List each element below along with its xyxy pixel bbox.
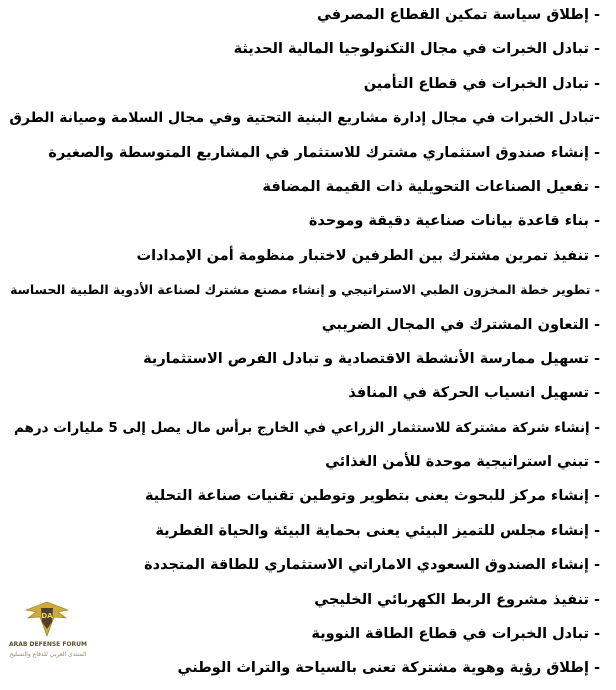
- list-item: - إنشاء مركز للبحوث يعنى بتطوير وتوطين تقنيات صناعة التحلية: [145, 488, 600, 505]
- list-item: - التعاون المشترك في المجال الضريبي: [321, 316, 600, 333]
- list-item: - إطلاق رؤية وهوية مشتركة تعنى بالسياحة والتراث الوطني: [177, 660, 600, 677]
- watermark-logo: [2, 596, 94, 668]
- list-item: - إنشاء شركة مشتركة للاستثمار الزراعي في الخارج برأس مال يصل إلى 5 مليارات درهم: [13, 419, 600, 436]
- eagle-emblem-icon: [24, 596, 70, 640]
- list-item: -تبادل الخبرات في مجال إدارة مشاريع البنية التحتية وفي مجال السلامة وصيانة الطرق: [9, 110, 600, 127]
- list-item: - تبني استراتيجية موحدة للأمن الغذائي: [325, 454, 600, 471]
- list-item: - إطلاق سياسة تمكين القطاع المصرفي: [316, 7, 600, 23]
- list-item: - إنشاء مجلس للتميز البيئي يعنى بحماية البيئة والحياة الفطرية: [155, 522, 600, 539]
- list-item: - تسهيل انسياب الحركة في المنافذ: [348, 385, 600, 402]
- list-item: - تبادل الخبرات في قطاع التأمين: [363, 75, 600, 92]
- list-item: - تفعيل الصناعات التحويلية ذات القيمة المضافة: [262, 178, 600, 195]
- list-item: - إنشاء صندوق استثماري مشترك للاستثمار في المشاريع المتوسطة والصغيرة: [48, 144, 600, 161]
- list-item: - تنفيذ مشروع الربط الكهربائي الخليجي: [314, 591, 600, 608]
- list-item: - تبادل الخبرات في قطاع الطاقة النووية: [311, 626, 600, 643]
- list-item: - بناء قاعدة بيانات صناعية دقيقة وموحدة: [308, 213, 600, 230]
- list-item: - تنفيذ تمرين مشترك بين الطرفين لاختبار منظومة أمن الإمدادات: [136, 247, 600, 264]
- list-item: - تسهيل ممارسة الأنشطة الاقتصادية و تبادل الفرص الاستثمارية: [143, 350, 600, 367]
- list-item: - تبادل الخبرات في مجال التكنولوجيا المالية الحديثة: [233, 41, 600, 58]
- watermark-tagline: المنتدى العربي للدفاع والتسليح: [9, 651, 87, 658]
- list-item: - إنشاء الصندوق السعودي الاماراتي الاستثماري للطاقة المتجددة: [144, 557, 600, 574]
- list-item: - تطوير خطة المخزون الطبي الاستراتيجي و إنشاء مصنع مشترك لصناعة الأدوية الطبية الحساسة: [10, 282, 600, 298]
- watermark-brand: ARAB DEFENSE FORUM: [8, 641, 88, 648]
- svg-text:DA: DA: [41, 612, 53, 620]
